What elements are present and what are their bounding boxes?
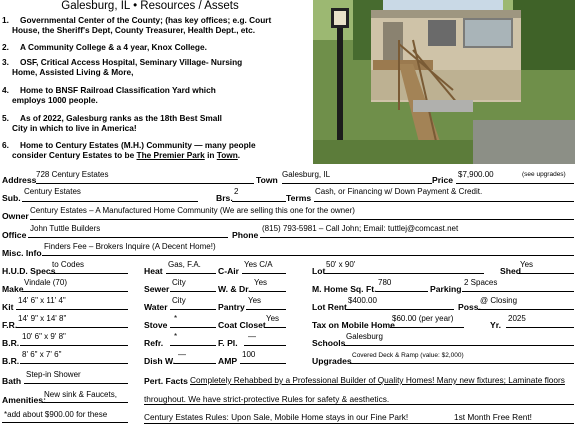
br1-value[interactable]: 10' 6" x 9' 8"	[22, 332, 66, 341]
amenities-note: *add about $900.00 for these	[4, 410, 108, 419]
wd-label: W. & Dr.	[218, 284, 251, 294]
fpl-label: F. Pl.	[218, 338, 238, 348]
resource-number: 1.	[2, 15, 9, 25]
resource-text	[12, 150, 240, 160]
br1-label: B.R.	[2, 338, 20, 348]
brs-label: Brs.	[216, 193, 233, 203]
tax-label: Tax on Mobile Home	[312, 320, 395, 330]
bath-value[interactable]: Step-in Shower	[26, 370, 81, 379]
lotrent-value[interactable]: $400.00	[348, 296, 377, 305]
price-note: (see upgrades)	[522, 171, 566, 178]
pantry-value[interactable]: Yes	[248, 296, 262, 305]
owner-label: Owner	[2, 211, 29, 221]
heat-label: Heat	[144, 266, 163, 276]
amenities-label: Amenities:	[2, 395, 46, 405]
amenities-value[interactable]: New sink & Faucets,	[44, 390, 117, 399]
resource-text: Home to BNSF Railroad Classification Yard which	[20, 85, 216, 95]
br2-value[interactable]: 8' 6" x 7' 6"	[22, 350, 62, 359]
address-label: Address	[2, 175, 37, 185]
sqft-value[interactable]: 780	[378, 278, 392, 287]
page-title: Galesburg, IL • Resources / Assets	[61, 0, 239, 12]
resource-highlight: The Premier Park	[136, 150, 205, 160]
stove-value[interactable]: *	[174, 314, 178, 323]
free-rent-note: 1st Month Free Rent!	[454, 412, 532, 422]
resource-number: 6.	[2, 140, 9, 150]
fpl-value[interactable]: —	[248, 332, 256, 341]
refr-value[interactable]: *	[174, 332, 178, 341]
resource-text: City in which to live in America!	[12, 123, 137, 133]
resource-fragment: consider Century Estates to be	[12, 150, 137, 160]
office-value[interactable]: John Tuttle Builders	[30, 224, 101, 233]
dishw-label: Dish W.	[144, 356, 176, 366]
schools-value[interactable]: Galesburg	[346, 332, 383, 341]
fr-label: F.R.	[2, 320, 18, 330]
price-value[interactable]: $7,900.00	[458, 170, 494, 179]
office-label: Office	[2, 230, 27, 240]
phone-label: Phone	[232, 230, 259, 240]
resource-text: A Community College & a 4 year, Knox College.	[20, 42, 207, 52]
town-value[interactable]: Galesburg, IL	[282, 170, 331, 179]
water-value[interactable]: City	[172, 296, 186, 305]
shed-label: Shed	[500, 266, 522, 276]
resource-fragment: .	[237, 150, 241, 160]
lotrent-label: Lot Rent	[312, 302, 347, 312]
kit-label: Kit	[2, 302, 14, 312]
coat-value[interactable]: Yes	[266, 314, 280, 323]
kit-value[interactable]: 14' 6" x 11' 4"	[18, 296, 66, 305]
stove-label: Stove	[144, 320, 168, 330]
hud-label: H.U.D. Specs	[2, 266, 56, 276]
hud-value[interactable]: to Codes	[52, 260, 85, 269]
sub-value[interactable]: Century Estates	[24, 187, 81, 196]
resource-text: Governmental Center of the County; (has key offices; e.g. Court	[20, 15, 272, 25]
terms-label: Terms	[286, 193, 312, 203]
misc-label: Misc. Info	[2, 248, 42, 258]
resource-text: OSF, Critical Access Hospital, Seminary Village- Nursing	[20, 57, 243, 67]
poss-label: Poss.	[458, 302, 481, 312]
coat-label: Coat Closet	[218, 320, 266, 330]
terms-value[interactable]: Cash, or Financing w/ Down Payment & Credit.	[315, 187, 483, 196]
resource-text: Home, Assisted Living & More,	[12, 67, 134, 77]
resource-highlight: Town	[216, 150, 238, 160]
tax-value[interactable]: $60.00 (per year)	[392, 314, 454, 323]
owner-value[interactable]: Century Estates – A Manufactured Home Community (We are selling this one for the owner)	[30, 206, 355, 215]
wd-value[interactable]: Yes	[254, 278, 268, 287]
shed-value[interactable]: Yes	[520, 260, 534, 269]
parking-label: Parking	[430, 284, 462, 294]
schools-label: Schools	[312, 338, 346, 348]
address-value[interactable]: 728 Century Estates	[36, 170, 109, 179]
cair-label: C-Air	[218, 266, 240, 276]
br2-label: B.R.	[2, 356, 20, 366]
brs-value[interactable]: 2	[234, 187, 239, 196]
resource-fragment: in	[204, 150, 217, 160]
fr-value[interactable]: 14' 9" x 14' 8"	[18, 314, 67, 323]
bath-label: Bath	[2, 376, 22, 386]
make-label: Make	[2, 284, 24, 294]
resource-text: employs 1000 people.	[12, 95, 98, 105]
town-label: Town	[256, 175, 278, 185]
pantry-label: Pantry	[218, 302, 245, 312]
dishw-value[interactable]: —	[178, 350, 186, 359]
pert-label: Pert. Facts	[144, 376, 188, 386]
resource-text: Home to Century Estates (M.H.) Community — many people	[20, 140, 256, 150]
resource-number: 2.	[2, 42, 9, 52]
water-label: Water	[144, 302, 168, 312]
cair-value[interactable]: Yes C/A	[244, 260, 273, 269]
home-photo	[313, 0, 575, 164]
resource-number: 5.	[2, 113, 9, 123]
pert-value: Completely Rehabbed by a Professional Builder of Quality Homes! Many new fixtures; Laminate floors	[190, 375, 565, 385]
upgrades-label: Upgrades	[312, 356, 352, 366]
sqft-label: M. Home Sq. Ft.	[312, 284, 377, 294]
yr-value[interactable]: 2025	[508, 314, 526, 323]
make-value[interactable]: Vindale (70)	[24, 278, 67, 287]
rules-note: Century Estates Rules: Upon Sale, Mobile Home stays in our Fine Park!	[144, 412, 409, 422]
amp-label: AMP	[218, 356, 238, 366]
sewer-label: Sewer	[144, 284, 170, 294]
sewer-value[interactable]: City	[172, 278, 186, 287]
resource-text: House, the Sheriff's Dept, County Treasurer, Health Dept., etc.	[12, 25, 256, 35]
heat-value[interactable]: Gas, F.A.	[168, 260, 201, 269]
poss-value[interactable]: @ Closing	[480, 296, 518, 305]
resource-number: 4.	[2, 85, 9, 95]
pert-value-2: throughout. We have strict-protective Rules for safety & aesthetics.	[144, 394, 390, 404]
lot-label: Lot	[312, 266, 326, 276]
phone-value[interactable]: (815) 793-5981 – Call John; Email: tuttlej@comcast.net	[262, 224, 459, 233]
sub-label: Sub.	[2, 193, 21, 203]
parking-value[interactable]: 2 Spaces	[464, 278, 498, 287]
yr-label: Yr.	[490, 320, 501, 330]
lot-value[interactable]: 50' x 90'	[326, 260, 356, 269]
refr-label: Refr.	[144, 338, 164, 348]
upgrades-value[interactable]: Covered Deck & Ramp (value: $2,000)	[352, 352, 464, 359]
resource-number: 3.	[2, 57, 9, 67]
misc-value[interactable]: Finders Fee – Brokers Inquire (A Decent Home!)	[44, 242, 216, 251]
amp-value[interactable]: 100	[242, 350, 256, 359]
price-label: Price	[432, 175, 454, 185]
resource-text: As of 2022, Galesburg ranks as the 18th Best Small	[20, 113, 222, 123]
